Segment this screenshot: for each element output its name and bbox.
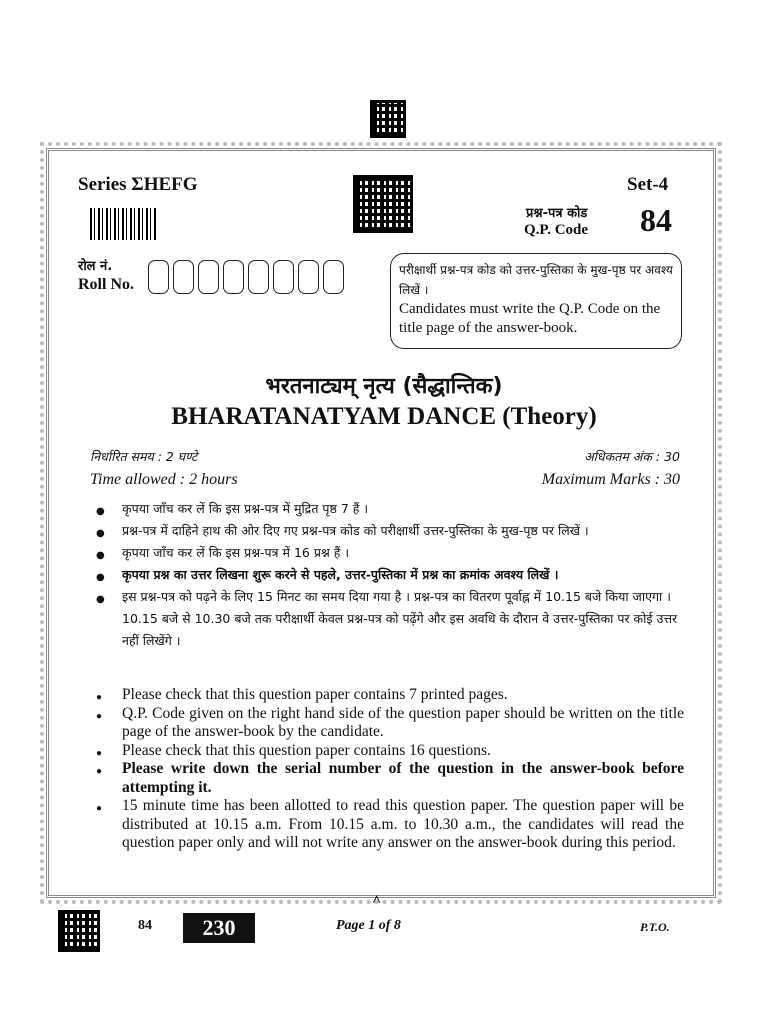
list-item: ● कृपया प्रश्न का उत्तर लिखना शुरू करने से पहले, उत्तर-पुस्तिका में प्रश्न का क्रमांक अवश्य लिखें । xyxy=(88,564,684,586)
title-en: BHARATANATYAM DANCE (Theory) xyxy=(171,403,597,430)
qp-code-label-hi: प्रश्न-पत्र कोड xyxy=(526,206,588,221)
roll-box[interactable] xyxy=(298,260,319,294)
marks-en: Maximum Marks : 30 xyxy=(541,471,680,488)
roll-box[interactable] xyxy=(248,260,269,294)
marks-hi: अधिकतम अंक : 30 xyxy=(584,449,680,464)
roll-box[interactable] xyxy=(323,260,344,294)
time-hi: निर्धारित समय : 2 घण्टे xyxy=(90,449,198,464)
roll-box[interactable] xyxy=(273,260,294,294)
footer-qr-code xyxy=(58,910,100,952)
roll-label-hi: रोल नं. xyxy=(78,259,113,274)
instructions-en xyxy=(88,686,684,853)
roll-box[interactable] xyxy=(223,260,244,294)
qp-code-label-en: Q.P. Code xyxy=(524,222,589,238)
roll-number-boxes[interactable] xyxy=(148,260,344,294)
list-item: ● 15 minute time has been allotted to read this question paper. The question paper will be distributed at 10.15 a.m. From 10.15 a.m. to 10.30 a.m., the candidates will read the question paper only and will not write any answer on the answer-book during this period. xyxy=(88,797,684,853)
roll-box[interactable] xyxy=(198,260,219,294)
pto-label: P.T.O. xyxy=(640,920,670,934)
instructions-hi xyxy=(88,498,684,652)
list-item: ● Please write down the serial number of the question in the answer-book before attempting it. xyxy=(88,760,684,797)
notice-en: Candidates must write the Q.P. Code on the title page of the answer-book. xyxy=(399,301,661,336)
footer-code-box: 230 xyxy=(183,913,255,943)
series-label: Series ΣHEFG xyxy=(78,174,198,195)
list-item: ● Please check that this question paper contains 16 questions. xyxy=(88,742,684,761)
footer-code-small: 84 xyxy=(138,918,152,933)
list-item: ● Q.P. Code given on the right hand side of the question paper should be written on the title page of the answer-book by the candidate. xyxy=(88,705,684,742)
roll-box[interactable] xyxy=(148,260,169,294)
list-item: ● कृपया जाँच कर लें कि इस प्रश्न-पत्र में मुद्रित पृष्ठ 7 हैं । xyxy=(88,498,684,520)
notice-box xyxy=(390,253,682,349)
time-en: Time allowed : 2 hours xyxy=(90,471,238,488)
qp-code-value: 84 xyxy=(640,202,672,238)
list-item: ● कृपया जाँच कर लें कि इस प्रश्न-पत्र में 16 प्रश्न हैं । xyxy=(88,542,684,564)
list-item: ● इस प्रश्न-पत्र को पढ़ने के लिए 15 मिनट का समय दिया गया है । प्रश्न-पत्र का वितरण पूर्वाह्न में 10.15 बजे किया जाएगा । 10.15 बजे से 10.30 बजे तक परीक्षार्थी केवल प्रश्न-पत्र को पढ़ेंगे और इस अवधि के दौरान वे उत्तर-पुस्तिका पर कोई उत्तर नहीं लिखेंगे । xyxy=(88,586,684,652)
top-qr-code xyxy=(370,100,406,138)
list-item: ● Please check that this question paper contains 7 printed pages. xyxy=(88,686,684,705)
barcode xyxy=(90,208,158,240)
title-hi: भरतनाट्यम् नृत्य (सैद्धान्तिक) xyxy=(265,374,503,399)
header-qr-code xyxy=(353,175,413,233)
roll-label-en: Roll No. xyxy=(78,276,134,293)
set-label: Set-4 xyxy=(627,174,669,195)
roll-box[interactable] xyxy=(173,260,194,294)
list-item: ● प्रश्न-पत्र में दाहिने हाथ की ओर दिए गए प्रश्न-पत्र कोड को परीक्षार्थी उत्तर-पुस्तिका के मुख-पृष्ठ पर लिखें । xyxy=(88,520,684,542)
notice-hi: परीक्षार्थी प्रश्न-पत्र कोड को उत्तर-पुस्तिका के मुख-पृष्ठ पर अवश्य लिखें । xyxy=(399,263,673,297)
page-number: Page 1 of 8 xyxy=(336,918,401,933)
caret-mark: ^ xyxy=(372,893,382,910)
